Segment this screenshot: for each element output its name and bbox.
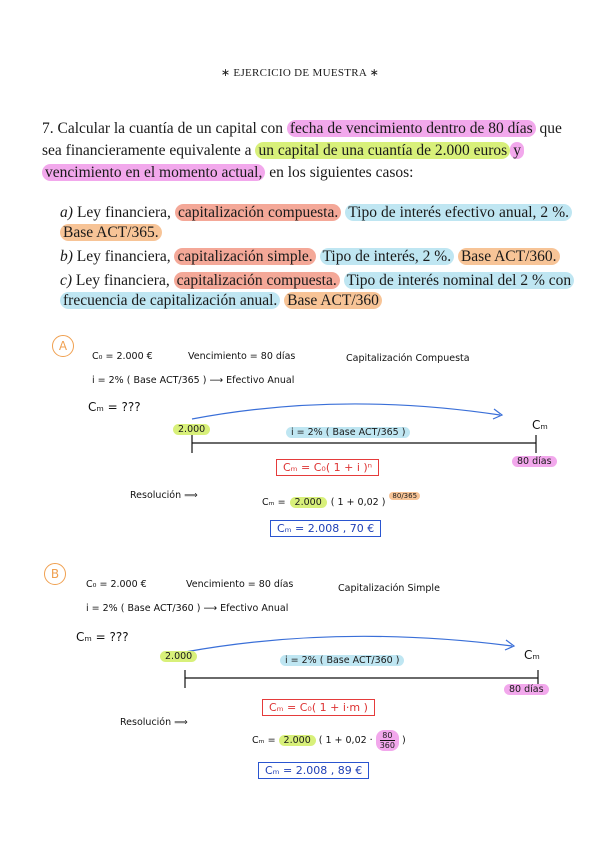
- a-result: Cₘ = 2.008 , 70 €: [270, 520, 381, 537]
- b-tl-cm: Cₘ: [524, 648, 540, 662]
- section-b-marker: B: [44, 563, 66, 585]
- highlight-due-date: fecha de vencimiento dentro de 80 días: [287, 120, 536, 137]
- case-a: [60, 203, 572, 243]
- b-res-value: 2.000: [279, 735, 316, 746]
- case-text: Ley financiera,: [75, 272, 170, 289]
- problem-text-2: que sea financieramente equivalente a: [42, 120, 562, 159]
- b-arc: [185, 636, 512, 652]
- b-res-fraction: [376, 730, 399, 751]
- b-res-paren-open: ( 1 +: [318, 735, 343, 746]
- a-tl-start: 2.000: [173, 424, 210, 435]
- highlight-law: capitalización compuesta.: [175, 204, 341, 221]
- a-formula: Cₘ = C₀( 1 + i )ⁿ: [276, 459, 379, 476]
- highlight-base: Base ACT/360.: [458, 248, 560, 265]
- a-arc: [192, 404, 500, 419]
- a-tl-days: 80 días: [512, 456, 557, 467]
- a-res-cm: Cₘ =: [262, 497, 286, 508]
- a-tl-cm: Cₘ: [532, 418, 548, 432]
- a-c0: C₀ = 2.000 €: [92, 351, 153, 362]
- b-res-paren-close: ): [401, 735, 406, 746]
- a-cm-unknown: Cₘ = ???: [88, 400, 141, 414]
- b-resolution-label: Resolución ⟹: [120, 717, 188, 728]
- case-label: c): [60, 272, 73, 289]
- case-label: b): [60, 248, 73, 265]
- case-label: a): [60, 204, 73, 221]
- b-rate: i = 2% ( Base ACT/360 ) ⟶ Efectivo Anual: [86, 603, 289, 614]
- b-res-denominator: 360: [379, 741, 395, 750]
- a-law: Capitalización Compuesta: [346, 353, 470, 364]
- highlight-current-maturity: y vencimiento en el momento actual,: [42, 142, 524, 181]
- highlight-law: capitalización simple.: [174, 248, 315, 265]
- cases-list: [60, 203, 572, 315]
- b-cm-unknown: Cₘ = ???: [76, 630, 129, 644]
- b-law: Capitalización Simple: [338, 583, 440, 594]
- b-tl-start: 2.000: [160, 651, 197, 662]
- a-res-value: 2.000: [290, 497, 327, 508]
- case-c: [60, 271, 572, 311]
- b-res-numerator: 80: [382, 731, 393, 740]
- section-a-marker: A: [52, 335, 74, 357]
- a-resolution-label: Resolución ⟹: [130, 490, 198, 501]
- a-rate: i = 2% ( Base ACT/365 ) ⟶ Efectivo Anual: [92, 375, 295, 386]
- highlight-rate: Tipo de interés, 2 %.: [320, 248, 455, 265]
- b-timeline: [160, 628, 560, 708]
- problem-text-3: en los siguientes casos:: [269, 164, 414, 181]
- a-res-exponent: 80/365: [389, 492, 420, 500]
- b-c0: C₀ = 2.000 €: [86, 579, 147, 590]
- b-res-cm: Cₘ =: [252, 735, 276, 746]
- b-formula: Cₘ = C₀( 1 + i·m ): [262, 699, 375, 716]
- highlight-rate: Tipo de interés efectivo anual, 2 %.: [345, 204, 572, 221]
- b-tl-rate: i = 2% ( Base ACT/360 ): [280, 655, 404, 666]
- case-text: Ley financiera,: [76, 248, 171, 265]
- highlight-law: capitalización compuesta.: [174, 272, 340, 289]
- problem-statement: [42, 118, 572, 184]
- highlight-base: Base ACT/365.: [60, 224, 162, 241]
- b-tl-days: 80 días: [504, 684, 549, 695]
- a-vencimiento: Vencimiento = 80 días: [188, 351, 296, 362]
- a-resolution: [262, 492, 420, 510]
- highlight-capital: un capital de una cuantía de 2.000 euros: [255, 142, 510, 159]
- b-result: Cₘ = 2.008 , 89 €: [258, 762, 369, 779]
- b-res-rate: 0,02 ·: [345, 735, 373, 746]
- problem-text-1: Calcular la cuantía de un capital con: [57, 120, 284, 137]
- b-resolution: [252, 730, 406, 751]
- page-header: ∗ EJERCICIO DE MUESTRA ∗: [220, 67, 380, 79]
- case-text: Ley financiera,: [76, 204, 171, 221]
- case-b: [60, 247, 572, 267]
- b-vencimiento: Vencimiento = 80 días: [186, 579, 294, 590]
- highlight-rate: Tipo de interés nominal del 2 % con frecuencia de capitalización anual.: [60, 272, 574, 309]
- highlight-base: Base ACT/360: [284, 292, 382, 309]
- a-tl-rate: i = 2% ( Base ACT/365 ): [286, 427, 410, 438]
- a-res-paren: ( 1 + 0,02 ): [330, 497, 386, 508]
- problem-number: 7.: [42, 120, 54, 137]
